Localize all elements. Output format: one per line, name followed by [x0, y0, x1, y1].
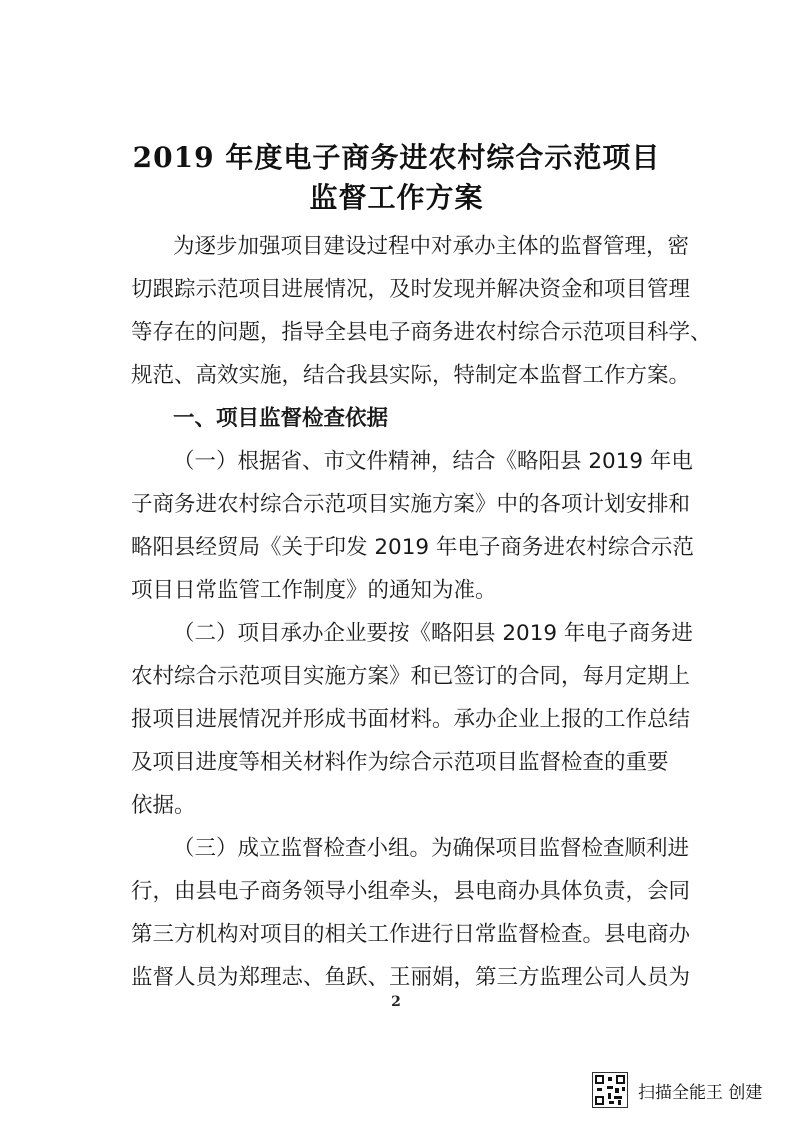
paragraph-intro-line: 切跟踪示范项目进展情况，及时发现并解决资金和项目管理	[131, 277, 691, 302]
paragraph-intro-line: 规范、高效实施，结合我县实际，特制定本监督工作方案。	[131, 363, 691, 388]
paragraph-item-2-line: 及项目进度等相关材料作为综合示范项目监督检查的重要	[131, 750, 669, 775]
paragraph-item-3-line: 第三方机构对项目的相关工作进行日常监督检查。县电商办	[131, 922, 691, 947]
paragraph-item-1-line: 项目日常监管工作制度》的通知为准。	[131, 578, 497, 603]
watermark-text: 扫描全能王 创建	[638, 1082, 763, 1103]
document-title-line-2: 监督工作方案	[309, 181, 484, 214]
qr-code-icon	[592, 1072, 628, 1108]
paragraph-item-1-line: 子商务进农村综合示范项目实施方案》中的各项计划安排和	[131, 492, 691, 517]
paragraph-item-1-line: （一）根据省、市文件精神，结合《略阳县 2019 年电	[173, 449, 693, 474]
document-title-line-1: 2019 年度电子商务进农村综合示范项目	[132, 141, 661, 174]
paragraph-item-2-line: （二）项目承办企业要按《略阳县 2019 年电子商务进	[173, 621, 693, 646]
paragraph-item-2-line: 农村综合示范项目实施方案》和已签订的合同，每月定期上	[131, 664, 691, 689]
paragraph-item-2-line: 报项目进展情况并形成书面材料。承办企业上报的工作总结	[131, 707, 691, 732]
paragraph-intro-line: 等存在的问题，指导全县电子商务进农村综合示范项目科学、	[131, 320, 712, 345]
scanner-watermark	[592, 1070, 762, 1110]
paragraph-item-3-line: 行，由县电子商务领导小组牵头，县电商办具体负责，会同	[131, 879, 691, 904]
page-number: 2	[391, 994, 401, 1010]
paragraph-intro-line: 为逐步加强项目建设过程中对承办主体的监督管理，密	[173, 234, 690, 259]
paragraph-item-1-line: 略阳县经贸局《关于印发 2019 年电子商务进农村综合示范	[131, 535, 694, 560]
paragraph-item-3-line: （三）成立监督检查小组。为确保项目监督检查顺利进	[173, 836, 690, 861]
paragraph-item-3-line: 监督人员为郑理志、鱼跃、王丽娟，第三方监理公司人员为	[131, 965, 691, 990]
paragraph-item-2-line: 依据。	[131, 793, 196, 818]
section-heading: 一、项目监督检查依据	[173, 406, 389, 431]
